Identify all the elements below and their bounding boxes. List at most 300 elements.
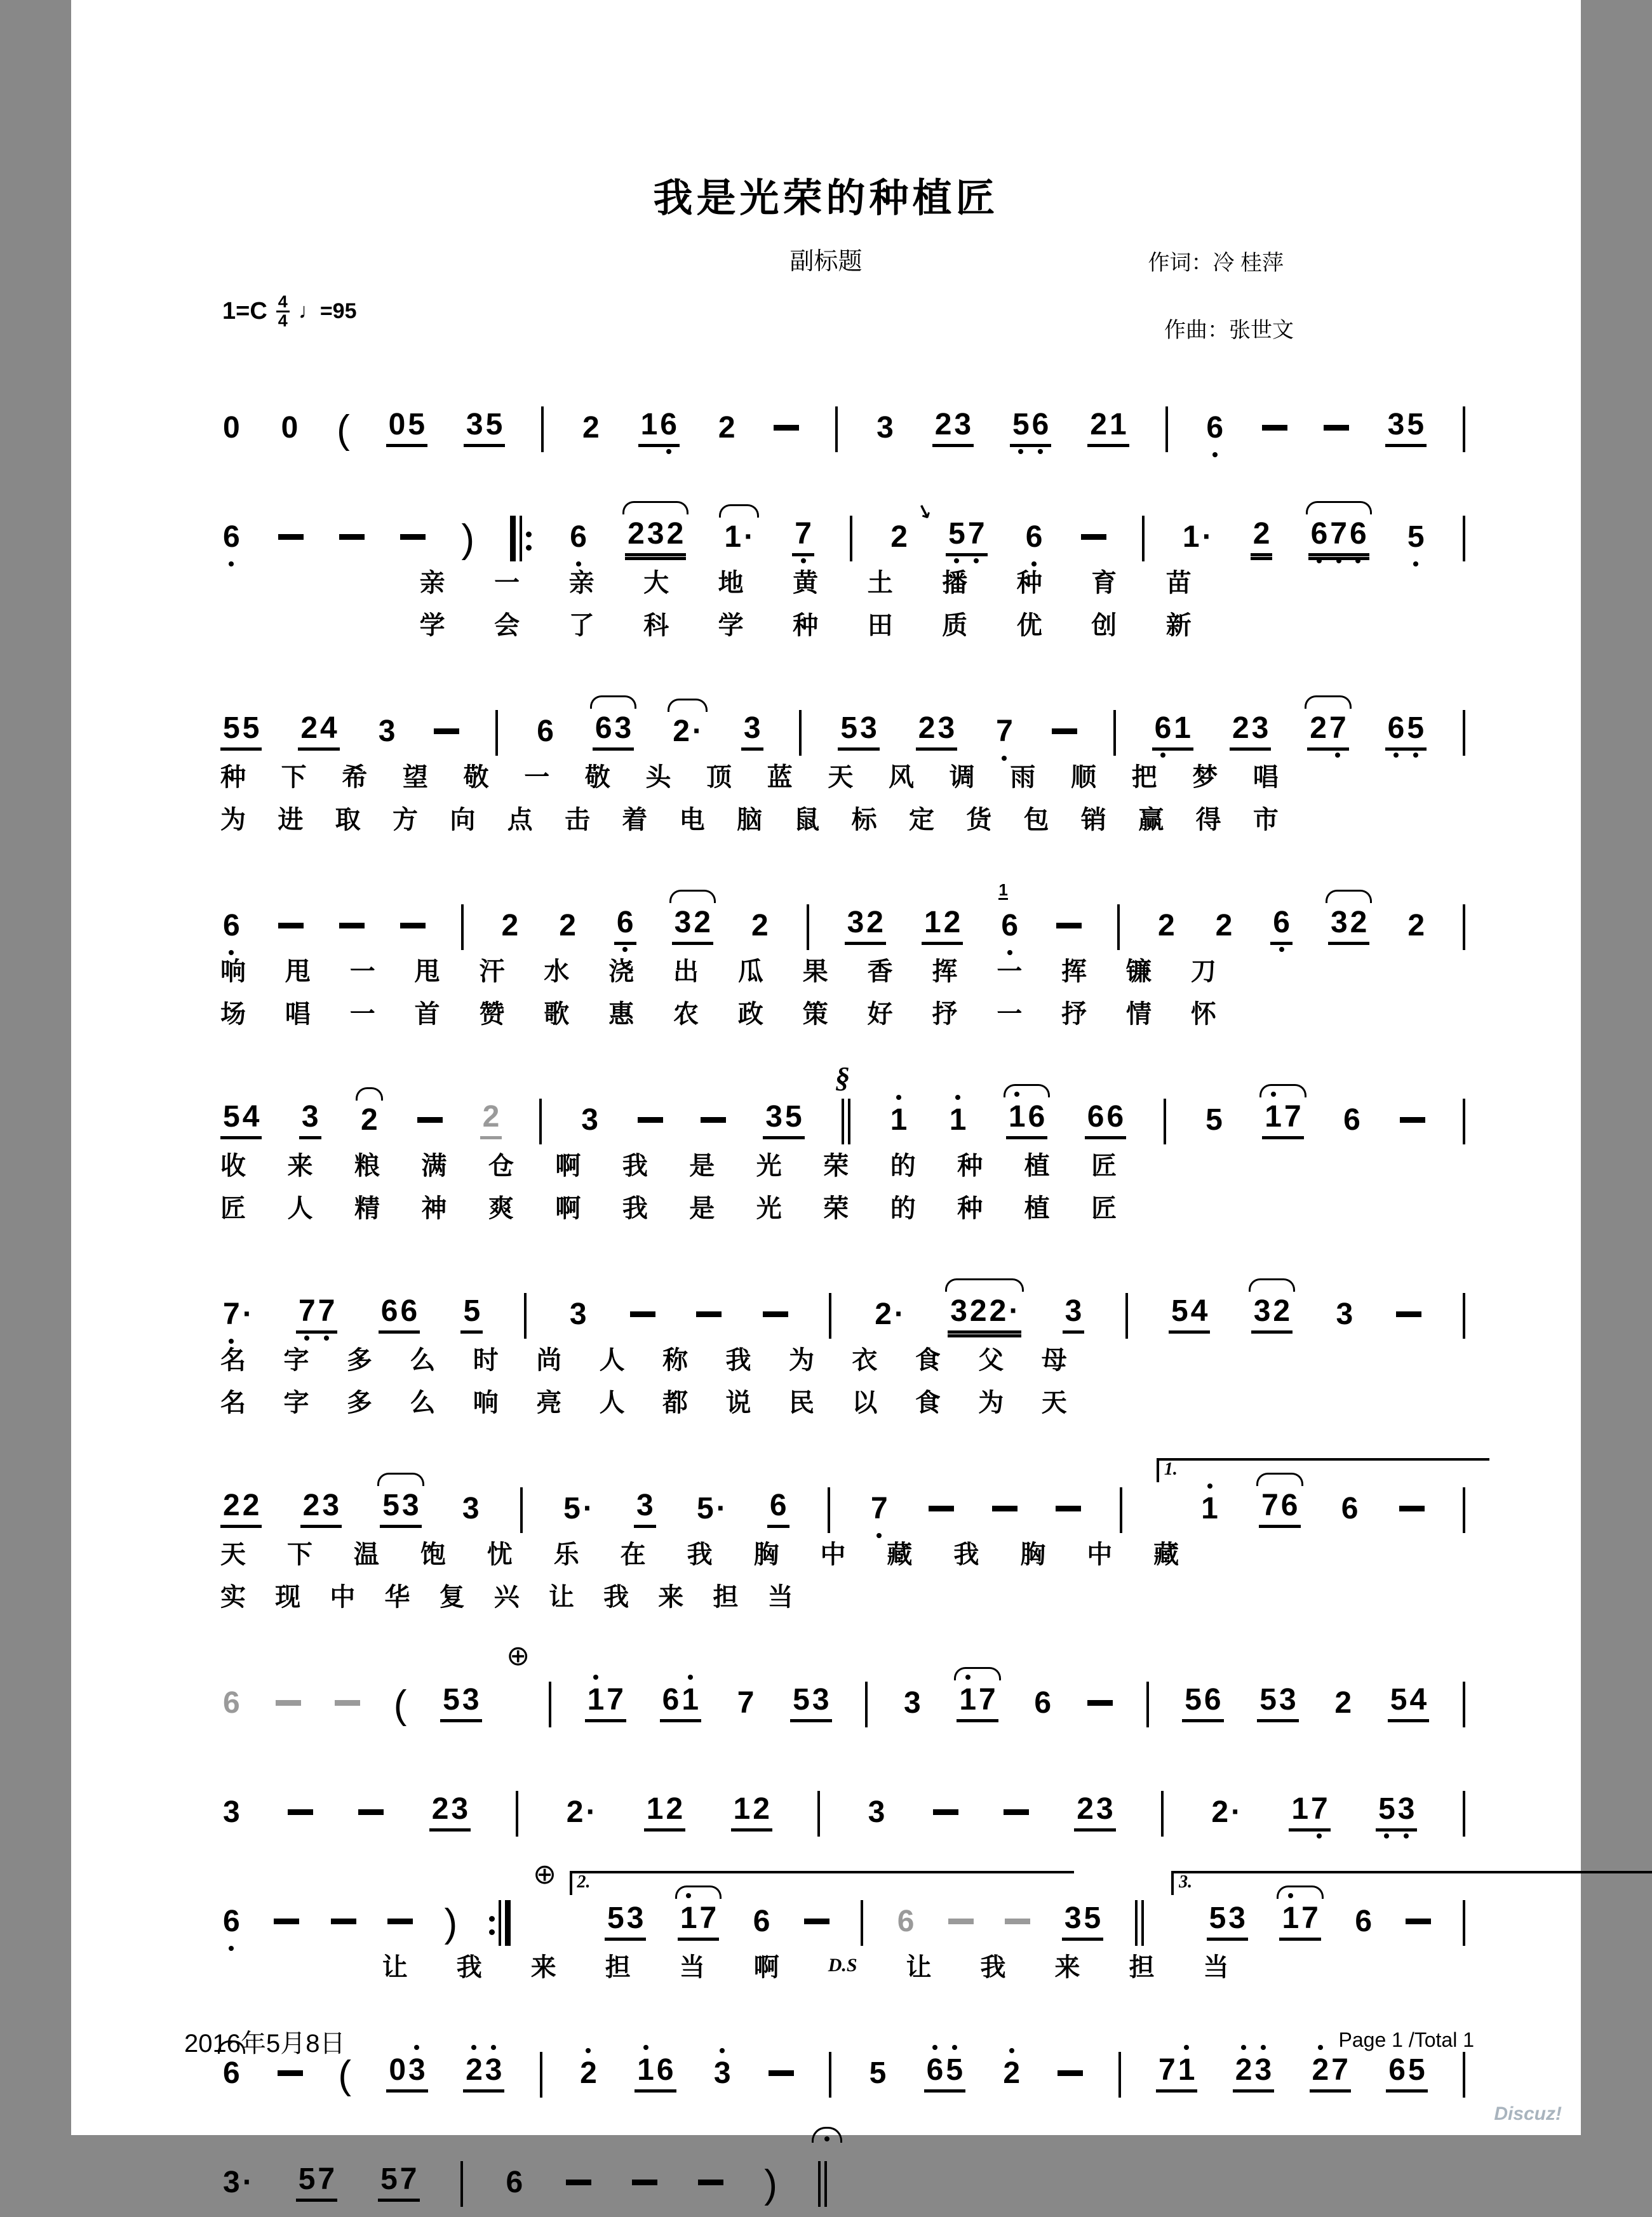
rest-dash [566, 2180, 591, 2185]
lyric-char: 人 [287, 1195, 313, 1222]
rest-dash [774, 425, 799, 431]
note-digit: 2 [1232, 711, 1249, 745]
note-token [1332, 1688, 1354, 1722]
notation-line [220, 1999, 1465, 2097]
note-token [946, 519, 987, 556]
bar-line [1125, 1293, 1128, 1339]
note-token [220, 2058, 243, 2093]
note-digit: 3 [1064, 1901, 1082, 1935]
lyric-char: 一 [349, 958, 375, 986]
lyric-char: 字 [283, 1346, 309, 1374]
barline [1463, 406, 1465, 452]
octave-dot-above [1288, 1893, 1293, 1898]
note-digit: 6 [222, 911, 241, 941]
barline [1463, 1487, 1465, 1533]
note-token [716, 413, 738, 447]
lyric-char: 匠 [1091, 1152, 1117, 1180]
note-digit: 2 [1234, 2055, 1254, 2086]
music-system [220, 1999, 1465, 2097]
octave-dot-below [622, 947, 628, 952]
note-digit: 1 [680, 1685, 700, 1715]
music-system [220, 1045, 1465, 1224]
bar-line [1161, 1791, 1164, 1837]
note-digit: 7 [793, 519, 813, 549]
lyric-char: 调 [949, 763, 975, 791]
note-token [605, 1903, 646, 1941]
rest-dash [632, 2180, 657, 2185]
lyric-char: 称 [662, 1346, 688, 1374]
note-token [1204, 413, 1226, 447]
lyric-char: 市 [1252, 806, 1279, 834]
lyric-char: 我 [603, 1583, 629, 1611]
note-token [948, 1296, 1021, 1334]
lyric-char: 藏 [1153, 1541, 1179, 1569]
lyric-line [220, 757, 1279, 793]
note-token [614, 908, 636, 945]
bar-line [865, 1682, 868, 1727]
note-digit: 2 [918, 711, 936, 745]
music-system [220, 1240, 1465, 1419]
note-token [1155, 911, 1178, 945]
lyric-char: 乐 [553, 1541, 579, 1569]
note-digit: 4 [1190, 1294, 1208, 1328]
note-digit: · [586, 1795, 596, 1829]
note-digit: 2 [1310, 711, 1327, 745]
note-digit: 7 [1328, 713, 1348, 744]
note-digit: 5 [1406, 713, 1425, 744]
note-digit: 5 [869, 2056, 887, 2090]
lyric-char: 担 [713, 1583, 739, 1611]
barline [1463, 2052, 1465, 2098]
bar-line [1120, 1487, 1122, 1533]
note-token [635, 2055, 676, 2093]
bar-line [1463, 904, 1465, 950]
note-digit: 7 [1301, 1901, 1319, 1935]
bar-line [1463, 406, 1465, 452]
lyric-char: 方 [392, 806, 418, 834]
lyric-char: 种 [1016, 569, 1042, 597]
lyric-char: 我 [980, 1953, 1006, 1981]
octave-dot-above [1207, 1484, 1212, 1489]
lyric-char: 民 [788, 1389, 814, 1417]
parenthesis: ( [393, 1683, 407, 1727]
lyric-char: 唱 [285, 1000, 311, 1028]
lyric-char: 植 [1024, 1152, 1050, 1180]
note-digit: · [1009, 1294, 1019, 1328]
note-digit: 1 [958, 1685, 977, 1715]
note-digit: 7 [870, 1494, 889, 1524]
bar-line [829, 2052, 831, 2098]
note-digit: · [242, 2166, 253, 2199]
lyric-char: 进 [278, 806, 304, 834]
bar-line [1463, 1791, 1465, 1837]
lyric-line [220, 1383, 1067, 1419]
barline [1165, 406, 1168, 452]
note-token [1405, 522, 1427, 556]
note-digit: 6 [1280, 1489, 1298, 1522]
lyric-char: 学 [419, 612, 445, 640]
bar-line [829, 1293, 831, 1339]
note-digit: 3 [451, 1792, 469, 1826]
lyric-char: 时 [473, 1346, 499, 1374]
lyric-char: 是 [689, 1195, 715, 1222]
lyric-char: 大 [643, 569, 669, 597]
note-digit: · [894, 1297, 904, 1331]
bar-line [842, 1099, 844, 1144]
lyric-char: 荣 [823, 1152, 849, 1180]
note-token [220, 1299, 255, 1334]
lyric-char: 点 [507, 806, 533, 834]
rest-dash [339, 534, 365, 540]
lyric-char: 浇 [608, 958, 635, 986]
note-token [625, 519, 686, 556]
note-digit: 7 [607, 1683, 624, 1717]
octave-dot-above [1271, 1092, 1276, 1097]
note-token [711, 2058, 734, 2093]
note-token [534, 716, 556, 751]
octave-dot-above [643, 2045, 648, 2050]
note-token [866, 1797, 888, 1832]
lyric-char: 神 [421, 1195, 447, 1222]
barline [549, 1682, 551, 1727]
lyric-char: 了 [568, 612, 594, 640]
note-digit: 3 [1251, 711, 1269, 745]
octave-dot-above [491, 2045, 496, 2050]
barline [1161, 1791, 1164, 1837]
note-digit: 3 [954, 408, 972, 441]
sheet-music-page [71, 0, 1581, 2206]
note-token [1386, 2055, 1427, 2093]
note-token [993, 716, 1016, 751]
note-digit: 7 [699, 1901, 717, 1935]
note-digit: 6 [656, 2053, 674, 2087]
note-token [1031, 1688, 1054, 1722]
octave-dot-below [1160, 753, 1165, 758]
bar-line [1463, 1900, 1465, 1946]
note-digit: 5 [223, 711, 240, 745]
bar-line [495, 710, 498, 756]
note-digit: · [242, 1297, 253, 1331]
note-token [300, 1490, 342, 1528]
lyric-char: 来 [658, 1583, 684, 1611]
lyric-char: 把 [1131, 763, 1157, 791]
bar-line [861, 1900, 863, 1946]
note-token [1328, 908, 1369, 945]
lyric-char: 一 [494, 569, 520, 597]
lyric-char: 中 [820, 1541, 846, 1569]
rest-dash [417, 1117, 443, 1123]
octave-dot-below [1038, 449, 1043, 454]
note-token [1251, 519, 1273, 556]
note-digit: 5 [443, 1683, 460, 1717]
rest-dash [696, 1311, 722, 1317]
note-token [1023, 522, 1045, 556]
bar-line [817, 1791, 820, 1837]
lyric-char: 惠 [608, 1000, 635, 1028]
lyric-char: 货 [966, 806, 992, 834]
note-token [672, 908, 713, 945]
lyric-char: 希 [342, 763, 368, 791]
note-token [1182, 1685, 1223, 1722]
note-token [767, 1490, 789, 1528]
note-token [499, 911, 521, 945]
note-token [593, 713, 634, 751]
barline [828, 1487, 830, 1533]
note-digit: 2 [223, 1489, 240, 1522]
note-digit: 5 [1407, 408, 1425, 441]
lyric-char: 中 [1087, 1541, 1113, 1569]
note-token [386, 2055, 427, 2093]
note-digit: 1 [1177, 2055, 1197, 2086]
notation-line [220, 353, 1465, 452]
bar-line [1463, 1099, 1465, 1144]
volta-label: 2. [577, 1872, 591, 1892]
lyric-char: 人 [599, 1389, 625, 1417]
segno-icon: § [835, 1061, 850, 1094]
lyric-char: 标 [851, 806, 877, 834]
note-token [1000, 2058, 1023, 2093]
note-token [463, 2055, 504, 2093]
bar-line [835, 406, 838, 452]
barline [850, 516, 852, 561]
octave-dot-below [1384, 1833, 1389, 1839]
note-digit: 3 [614, 711, 632, 745]
note-digit: 2 [1211, 1795, 1229, 1829]
note-token [220, 1102, 262, 1139]
lyric-char: 当 [1203, 1953, 1229, 1981]
lyric-line [220, 951, 1216, 988]
note-token [998, 880, 1021, 945]
note-digit: 5 [463, 1294, 481, 1328]
rest-dash [804, 1919, 829, 1924]
barline [1118, 2052, 1121, 2098]
note-token [638, 410, 680, 447]
lyric-char: 顺 [1070, 763, 1096, 791]
note-token [1152, 713, 1193, 751]
rest-dash [278, 2070, 303, 2076]
notation-line [220, 1847, 1465, 1945]
lyric-char: 瓜 [737, 958, 763, 986]
page-title: 我是光荣的种植匠 [653, 177, 999, 220]
lyric-line [420, 605, 1192, 641]
note-token [1062, 1903, 1103, 1941]
bar-line [461, 904, 464, 950]
note-digit: 2 [242, 1489, 260, 1522]
note-digit: 1 [1182, 520, 1200, 554]
note-token [1213, 911, 1235, 945]
lyric-char: 怀 [1190, 1000, 1216, 1028]
note-token [220, 1797, 243, 1832]
lyric-char: 向 [450, 806, 476, 834]
octave-dot-below [1007, 950, 1012, 955]
bar-line [1141, 1900, 1144, 1946]
note-token [838, 713, 879, 751]
lyric-char: 在 [620, 1541, 646, 1569]
lyric-char: 让 [382, 1953, 408, 1981]
bar-line [1118, 2052, 1121, 2098]
note-token [916, 713, 957, 751]
note-digit: 3 [937, 711, 955, 745]
note-digit: 5 [1011, 410, 1031, 440]
note-digit: 2 [1002, 2058, 1021, 2089]
lyric-char: 温 [353, 1541, 379, 1569]
note-digit: 6 [1024, 522, 1044, 553]
lyric-char: 尚 [536, 1346, 562, 1374]
octave-dot-above [932, 2045, 937, 2050]
note-token [1259, 1490, 1300, 1528]
note-digit: 6 [1000, 911, 1019, 941]
rest-dash [276, 1700, 301, 1706]
note-digit: 3 [407, 2055, 427, 2086]
notation-line [220, 1045, 1465, 1139]
note-digit: 7 [317, 1296, 337, 1327]
octave-dot-below [229, 1946, 234, 1951]
lyric-char: 得 [1195, 806, 1221, 834]
note-token [564, 1797, 599, 1832]
lyric-char: 让 [548, 1583, 574, 1611]
watermark: Discuz! [1494, 2103, 1562, 2124]
barline [1463, 1293, 1465, 1339]
note-digit: 2 [666, 517, 684, 551]
note-token [1233, 2055, 1274, 2093]
lyric-char: 植 [1024, 1195, 1050, 1222]
lyric-char: 现 [275, 1583, 301, 1611]
note-token [731, 1794, 772, 1832]
lyric-char: 甩 [285, 958, 311, 986]
lyric-char: 饱 [420, 1541, 446, 1569]
footer-date: 2016年5月8日 [184, 2030, 346, 2058]
note-digit: 6 [1387, 713, 1406, 744]
barline [1135, 1900, 1144, 1946]
lyric-char: 顶 [706, 763, 732, 791]
lyric-char: 的 [890, 1195, 916, 1222]
rest-dash [1262, 425, 1287, 431]
note-digit: 3 [223, 1795, 240, 1829]
note-token [660, 1685, 701, 1722]
fermata-icon [812, 2127, 842, 2143]
lyric-line [220, 994, 1216, 1030]
lyric-char: 抒 [932, 1000, 958, 1028]
note-digit: 6 [222, 1906, 241, 1937]
lyric-char: 衣 [852, 1346, 878, 1374]
lyric-char: 挥 [932, 958, 958, 986]
bar-line [818, 2161, 821, 2207]
note-digit: 6 [568, 522, 588, 553]
lyric-char: 光 [756, 1152, 782, 1180]
bar-line [1146, 1682, 1149, 1727]
lyricist-credit: 作词：冷 桂萍 [1148, 251, 1284, 275]
octave-dot-below [304, 1336, 309, 1341]
key-signature [222, 293, 357, 330]
lyric-char: 一 [997, 958, 1023, 986]
lyric-char: 取 [335, 806, 361, 834]
lyric-char: 胸 [753, 1541, 779, 1569]
composer-credit: 作曲：张世文 [1164, 318, 1294, 342]
note-digit: 3 [484, 2055, 504, 2086]
note-digit: 7 [1158, 2053, 1176, 2087]
note-digit: 1 [1174, 711, 1191, 745]
note-token [1376, 1794, 1417, 1832]
music-system [220, 851, 1465, 1030]
note-digit: 5 [840, 711, 858, 745]
note-token [792, 519, 814, 556]
octave-dot-below [1413, 561, 1418, 566]
note-digit: 3 [462, 1683, 480, 1717]
note-digit: 2 [1407, 909, 1425, 942]
note-token [220, 522, 243, 556]
lyric-char: 担 [605, 1953, 631, 1981]
lyric-char: 为 [788, 1346, 814, 1374]
note-token [579, 1105, 601, 1139]
note-digit: 1 [1291, 1792, 1309, 1826]
rest-dash [335, 1700, 360, 1706]
note-digit: 5 [1171, 1294, 1188, 1328]
bar-line [1135, 1900, 1138, 1946]
note-digit: 2 [1311, 2055, 1331, 2086]
note-digit: 6 [1348, 519, 1368, 549]
note-token [874, 413, 896, 447]
note-digit: 3 [1387, 408, 1405, 441]
note-digit: 5 [408, 408, 426, 441]
note-digit: 1 [640, 408, 658, 441]
note-digit: 3 [765, 1100, 782, 1134]
lyric-char: 我 [622, 1195, 648, 1222]
rest-dash [992, 1506, 1017, 1511]
coda-icon: ⊕ [506, 1640, 530, 1671]
note-digit: · [1231, 1795, 1241, 1829]
note-token [749, 911, 771, 945]
note-digit: 0 [223, 411, 240, 445]
note-token [722, 522, 756, 556]
lyric-line [420, 563, 1192, 599]
lyric-char: 雨 [1010, 763, 1036, 791]
bar-line [1165, 406, 1168, 452]
note-token [220, 911, 243, 945]
note-token [504, 2167, 526, 2202]
barline [1463, 1099, 1465, 1144]
lyric-char: 敬 [463, 763, 489, 791]
note-digit: 3 [1336, 1297, 1353, 1331]
barline [1164, 1099, 1166, 1144]
octave-dot-below [1279, 947, 1284, 952]
rest-dash [1052, 728, 1077, 734]
octave-dot-below [1413, 753, 1418, 758]
lyric-char: 电 [679, 806, 705, 834]
rest-dash [701, 1117, 726, 1123]
octave-dot-below [1393, 753, 1399, 758]
tempo-marking: ♩=95 [298, 299, 357, 323]
note-digit: 7 [1261, 1489, 1279, 1522]
bar-line [1164, 1099, 1166, 1144]
note-digit: 3 [743, 711, 761, 745]
lyric-char: 脑 [736, 806, 762, 834]
note-token [957, 1685, 998, 1722]
note-digit: 4 [1409, 1683, 1427, 1717]
note-digit: 2 [1215, 909, 1233, 942]
lyric-char: 粮 [354, 1152, 380, 1180]
note-token [845, 908, 886, 945]
note-digit: 6 [1310, 519, 1329, 549]
note-digit: 2 [1077, 1792, 1094, 1826]
barline [516, 1791, 518, 1837]
octave-dot-above [688, 1675, 693, 1680]
octave-dot-above [1014, 1092, 1019, 1097]
lyric-char: 包 [1023, 806, 1049, 834]
note-digit: 3 [674, 906, 692, 939]
note-token [763, 1102, 804, 1139]
note-digit: 1 [679, 1903, 699, 1934]
glide-arrow-icon: ↘ [913, 499, 935, 525]
